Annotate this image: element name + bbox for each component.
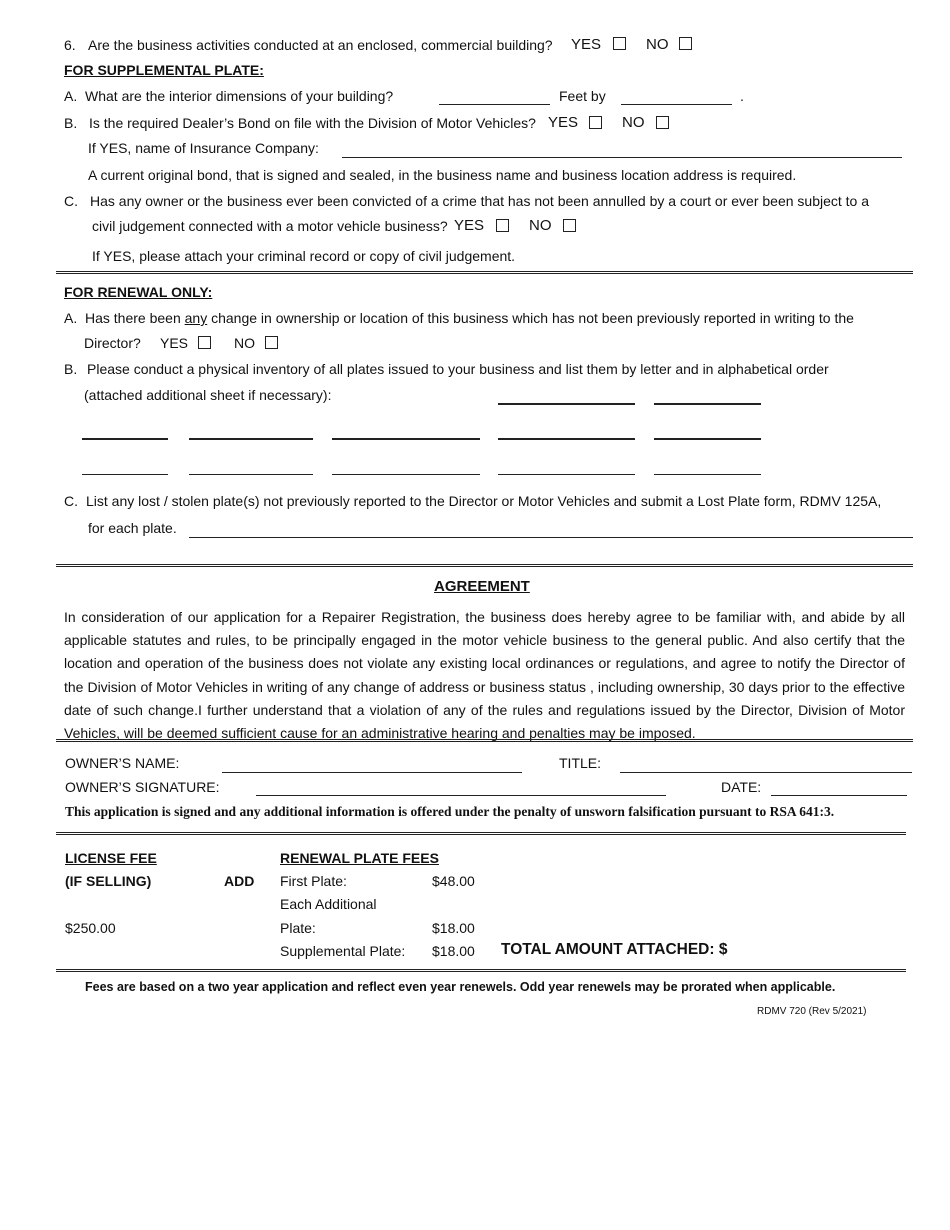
renewal-c-line1: List any lost / stolen plate(s) not previously reported to the Director or Motor Vehicles and submit a Lost Plate form, RDMV 125A,	[86, 493, 882, 509]
q6-no-checkbox[interactable]	[679, 37, 692, 50]
plate-field[interactable]	[82, 474, 168, 475]
plate-field[interactable]	[189, 474, 313, 475]
criminal-record-note: If YES, please attach your criminal record or copy of civil judgement.	[92, 248, 516, 264]
period-mark: .	[740, 88, 744, 104]
supp-a-letter: A.	[64, 88, 78, 104]
insurance-company-field[interactable]	[342, 157, 902, 158]
supplemental-heading: FOR SUPPLEMENTAL PLATE:	[64, 62, 264, 78]
plate-field[interactable]	[654, 438, 761, 440]
q6-yes-checkbox[interactable]	[613, 37, 626, 50]
plate-field[interactable]	[498, 438, 635, 440]
renewal-a-no-checkbox[interactable]	[265, 336, 278, 349]
renewal-b-line2: (attached additional sheet if necessary):	[84, 387, 332, 403]
supplemental-plate-label: Supplemental Plate:	[280, 943, 406, 959]
supp-b-no-checkbox[interactable]	[656, 116, 669, 129]
supp-c-yes-label: YES	[454, 217, 485, 234]
date-label: DATE:	[721, 779, 762, 795]
agreement-text: In consideration of our application for a Repairer Registration, the business does hereby agree to be familiar with, and abide by all applicable statutes and rules, to be principally engaged in the motor vehicle business to the general public. And also certify that the location and operation of the business does not violate any existing local ordinances or regulations, and agree to notify the Director of the Division of Motor Vehicles in writing of any change of address or business status , including ownership, 30 days prior to the effective date of such change.I further understand that a violation of any of the rules and regulations issued by the Director, Division of Motor Vehicles, will be deemed sufficient cause for an administrative hearing and penalties may be imposed.	[64, 609, 905, 742]
title-field[interactable]	[620, 772, 912, 773]
plate-field[interactable]	[332, 438, 480, 440]
plate-field[interactable]	[654, 403, 761, 405]
each-additional-label: Each Additional	[280, 896, 377, 912]
renewal-c-letter: C.	[64, 493, 78, 509]
q6-yes-label: YES	[571, 36, 602, 53]
lost-plates-field[interactable]	[189, 537, 913, 538]
renewal-b-letter: B.	[64, 361, 78, 377]
supp-b-no-label: NO	[622, 114, 645, 131]
plate-field[interactable]	[498, 403, 635, 405]
renewal-a-line1	[85, 311, 854, 325]
section-divider	[56, 739, 913, 742]
total-amount-label: TOTAL AMOUNT ATTACHED: $	[501, 941, 728, 958]
insurance-company-label: If YES, name of Insurance Company:	[88, 140, 319, 156]
dimension-length-field[interactable]	[621, 104, 732, 105]
first-plate-label: First Plate:	[280, 873, 347, 889]
title-label: TITLE:	[559, 755, 602, 771]
dimension-width-field[interactable]	[439, 104, 550, 105]
agreement-heading: AGREEMENT	[434, 578, 530, 595]
owner-signature-field[interactable]	[256, 795, 666, 796]
plate-field[interactable]	[654, 474, 761, 475]
plate-field[interactable]	[498, 474, 635, 475]
feet-by-label: Feet by	[559, 88, 606, 104]
q6-question: Are the business activities conducted at an enclosed, commercial building?	[88, 37, 553, 53]
renewal-a-pre: Has there been	[85, 310, 185, 326]
supp-c-yes-checkbox[interactable]	[496, 219, 509, 232]
q6-number: 6.	[64, 37, 76, 53]
renewal-a-line2: Director?	[84, 335, 141, 351]
supp-b-letter: B.	[64, 115, 78, 131]
form-id: RDMV 720 (Rev 5/2021)	[757, 1006, 867, 1017]
supp-b-yes-checkbox[interactable]	[589, 116, 602, 129]
renewal-a-yes-checkbox[interactable]	[198, 336, 211, 349]
add-label: ADD	[224, 873, 255, 889]
owner-name-field[interactable]	[222, 772, 522, 773]
renewal-heading: FOR RENEWAL ONLY:	[64, 284, 213, 300]
section-divider	[56, 271, 913, 274]
date-field[interactable]	[771, 795, 907, 796]
supp-c-line1: Has any owner or the business ever been convicted of a crime that has not been annulled by a court or ever been subject to a	[90, 193, 870, 209]
plate-field[interactable]	[189, 438, 313, 440]
section-divider	[56, 832, 906, 835]
renewal-b-line1: Please conduct a physical inventory of all plates issued to your business and list them by letter and in alphabetical order	[87, 361, 829, 377]
supp-c-line2: civil judgement connected with a motor vehicle business?	[92, 218, 448, 234]
renewal-c-line2: for each plate.	[88, 520, 177, 536]
renewal-a-post: change in ownership or location of this business which has not been previously reported in writing to the	[207, 310, 854, 326]
first-plate-amount: $48.00	[432, 873, 475, 889]
supp-c-letter: C.	[64, 193, 78, 209]
if-selling-label: (IF SELLING)	[65, 873, 152, 889]
renewal-a-no-label: NO	[234, 335, 255, 351]
renewal-a-letter: A.	[64, 310, 78, 326]
license-fee-amount: $250.00	[65, 920, 116, 936]
plate-field[interactable]	[332, 474, 480, 475]
supp-c-no-label: NO	[529, 217, 552, 234]
supp-c-no-checkbox[interactable]	[563, 219, 576, 232]
fees-footnote: Fees are based on a two year application and reflect even year renewels. Odd year renewels may be prorated when applicable.	[85, 980, 836, 994]
owner-signature-label: OWNER’S SIGNATURE:	[65, 779, 220, 795]
renewal-plate-fees-heading: RENEWAL PLATE FEES	[280, 850, 439, 866]
q6-no-label: NO	[646, 36, 669, 53]
supplemental-plate-amount: $18.00	[432, 943, 475, 959]
renewal-a-yes-label: YES	[160, 335, 189, 351]
plate-label: Plate:	[280, 920, 316, 936]
renewal-a-any: any	[184, 310, 208, 326]
section-divider	[56, 564, 913, 567]
owner-name-label: OWNER’S NAME:	[65, 755, 180, 771]
penalty-statement: This application is signed and any additional information is offered under the penalty of unsworn falsification pursuant to RSA 641:3.	[65, 804, 835, 819]
each-additional-amount: $18.00	[432, 920, 475, 936]
plate-field[interactable]	[82, 438, 168, 440]
license-fee-heading: LICENSE FEE	[65, 850, 157, 866]
bond-note: A current original bond, that is signed and sealed, in the business name and business location address is required.	[88, 167, 797, 183]
section-divider	[56, 969, 906, 972]
supp-a-question: What are the interior dimensions of your building?	[85, 88, 394, 104]
supp-b-yes-label: YES	[548, 114, 579, 131]
supp-b-question: Is the required Dealer’s Bond on file with the Division of Motor Vehicles?	[89, 115, 536, 131]
